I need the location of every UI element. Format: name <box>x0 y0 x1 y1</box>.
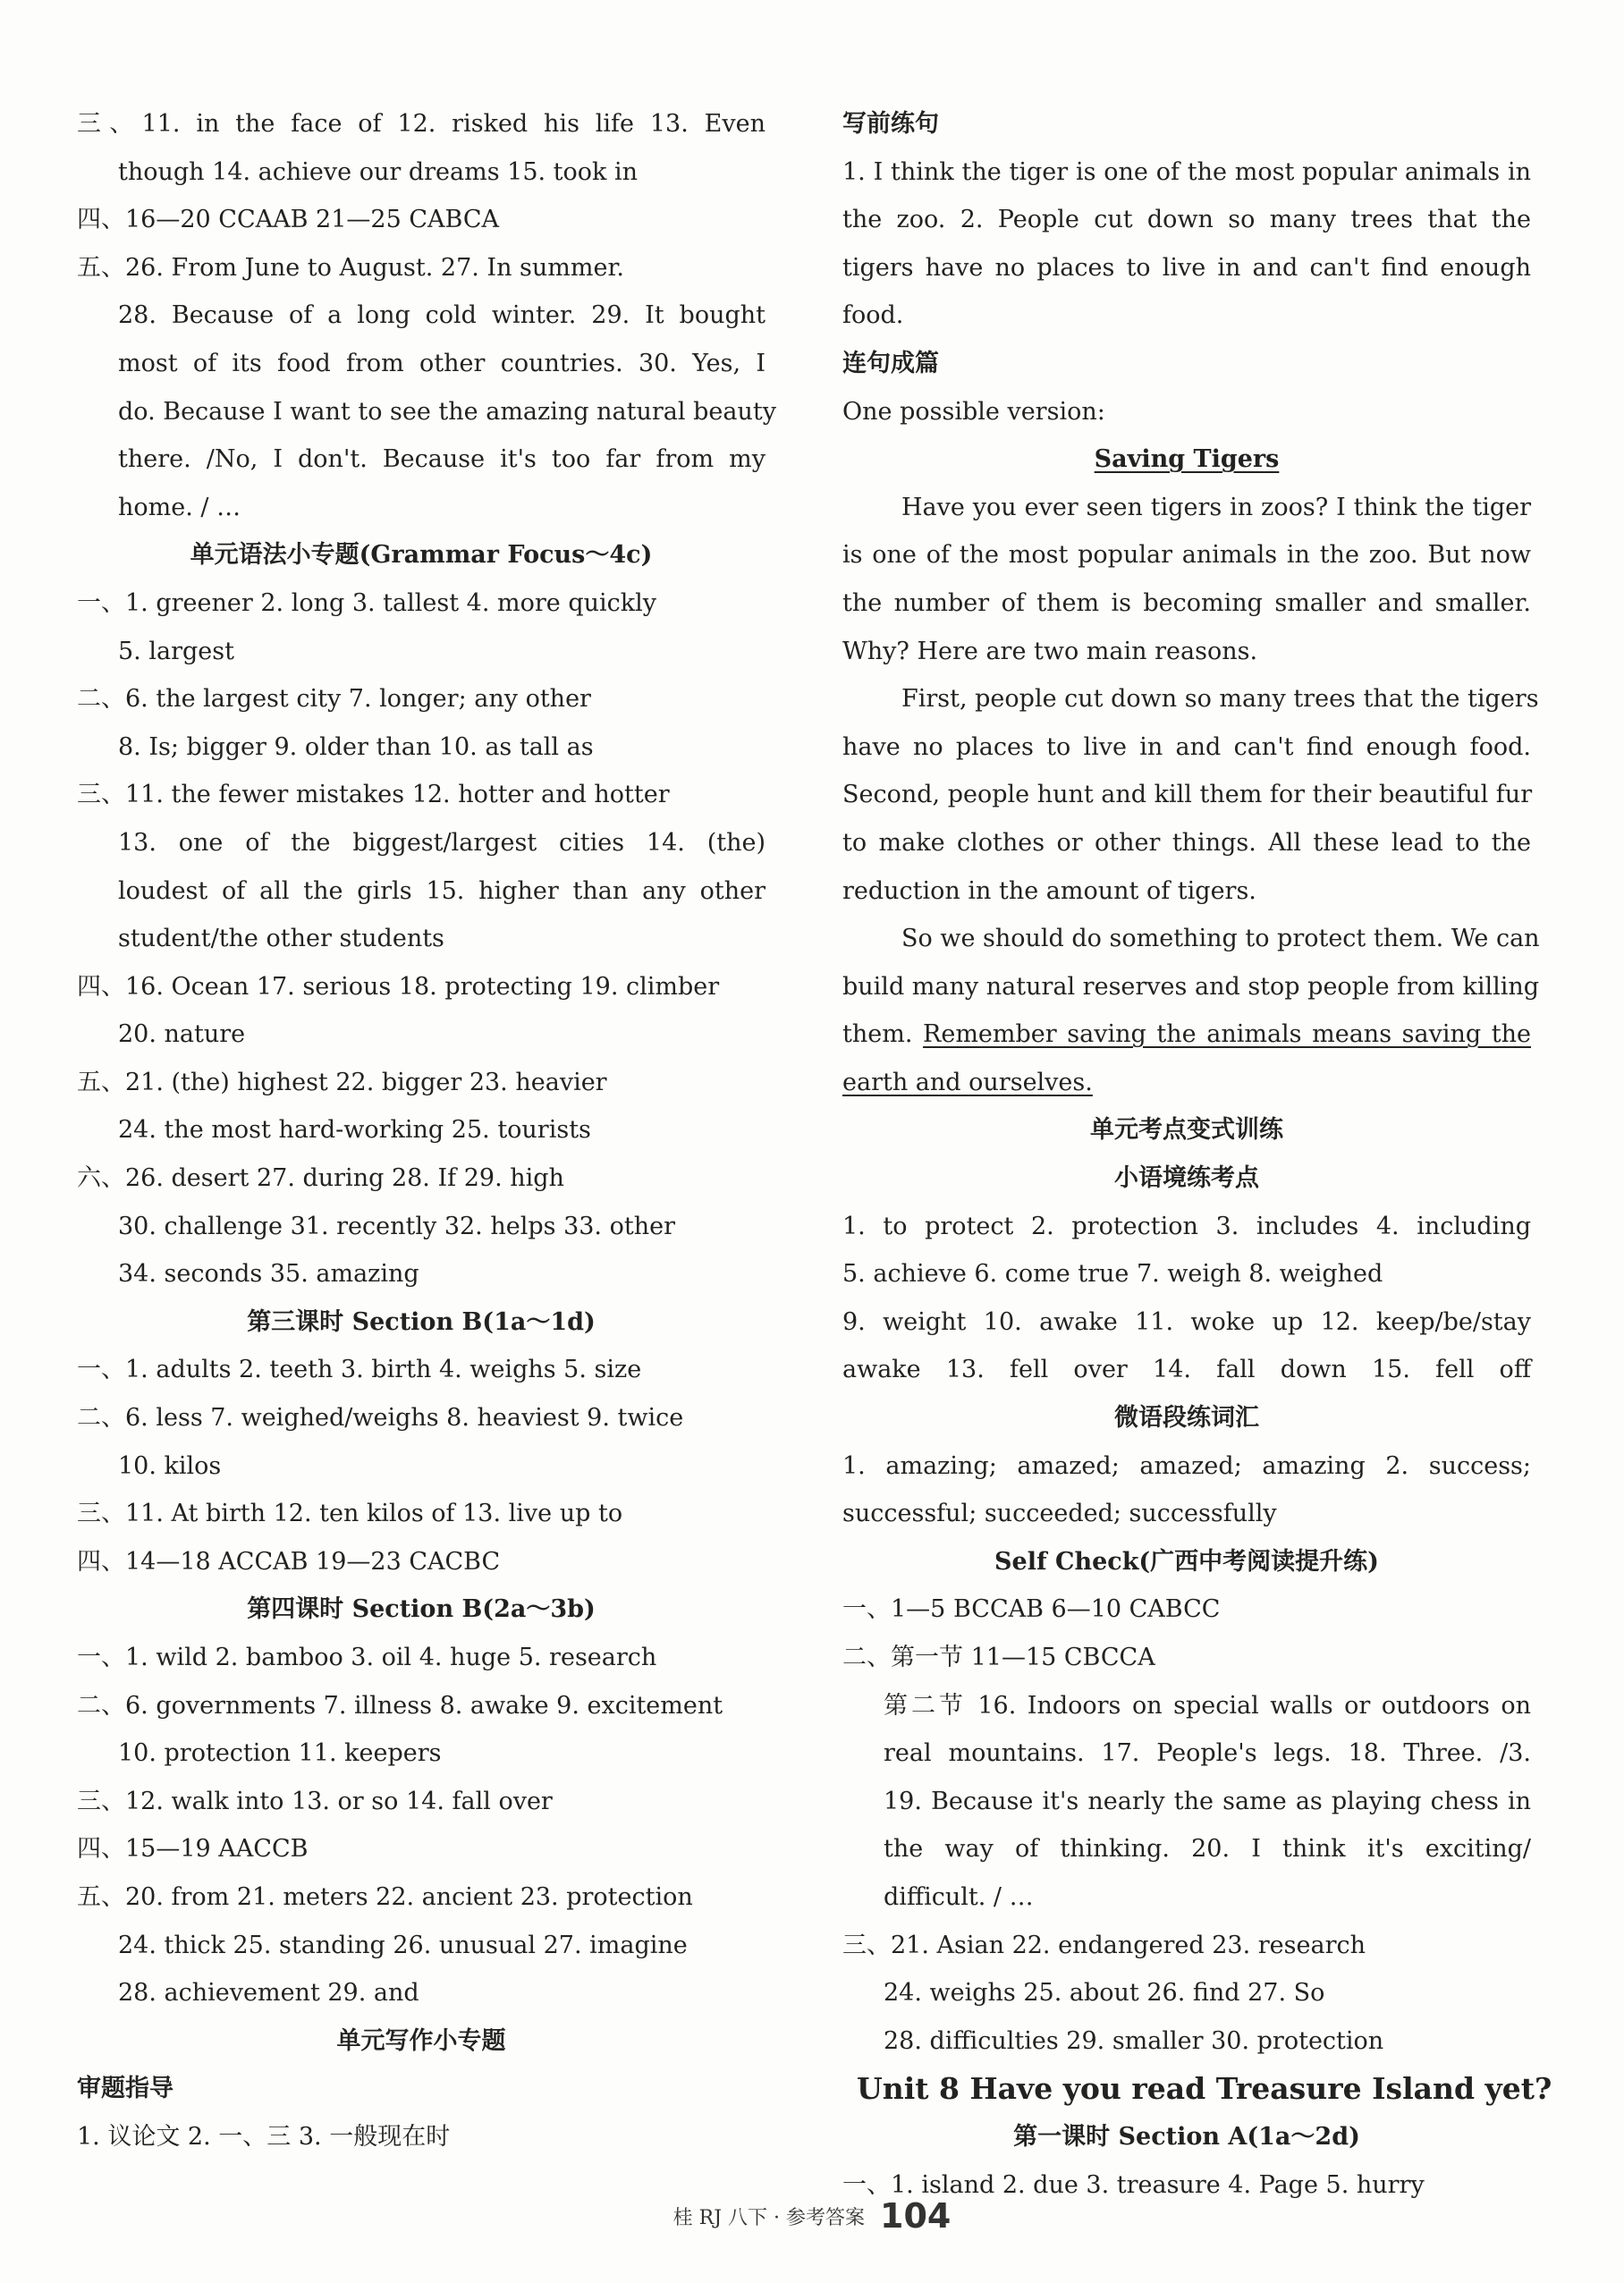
left-column-line: 10. kilos <box>118 1451 222 1480</box>
left-column <box>77 100 776 2161</box>
right-column-line: 单元考点变式训练 <box>1090 1116 1283 1145</box>
left-column-line: 28. achievement 29. and <box>118 1979 419 2008</box>
left-column-line: 四、16—20 CCAAB 21—25 CABCA <box>77 206 499 234</box>
left-column-line: 单元写作小专题 <box>336 2026 506 2055</box>
right-column-line: 28. difficulties 29. smaller 30. protection <box>884 2026 1384 2055</box>
right-column-line: One possible version: <box>842 397 1105 426</box>
left-column-line: home. / … <box>118 493 241 521</box>
left-column-line: 三、11. At birth 12. ten kilos of 13. live up to <box>77 1500 623 1528</box>
right-column-line: the way of thinking. 20. I think it's exciting/ <box>884 1835 1531 1864</box>
underlined-sentence: Remember saving the animals means saving the <box>923 1020 1531 1049</box>
left-column-line: 5. largest <box>118 637 234 665</box>
left-column-line: 三、11. in the face of 12. risked his life 13. Even <box>77 110 765 138</box>
right-column-line: First, people cut down so many trees that the tigers <box>901 685 1539 714</box>
right-column-line: 连句成篇 <box>842 349 939 377</box>
right-column-line: 三、21. Asian 22. endangered 23. research <box>842 1931 1366 1959</box>
left-column-line: though 14. achieve our dreams 15. took in <box>118 157 638 186</box>
left-column-line: 二、6. less 7. weighed/weighs 8. heaviest 9. twice <box>77 1404 684 1433</box>
right-column-line: 24. weighs 25. about 26. find 27. So <box>884 1979 1325 2008</box>
right-column-line: 一、1. island 2. due 3. treasure 4. Page 5. hurry <box>842 2170 1425 2199</box>
right-column-line: Saving Tigers <box>1094 445 1280 474</box>
right-column-line: 二、第一节 11—15 CBCCA <box>842 1644 1155 1671</box>
left-column-line: 13. one of the biggest/largest cities 14. (the) <box>118 828 765 857</box>
left-column-line: 三、11. the fewer mistakes 12. hotter and hotter <box>77 781 670 809</box>
footer-label: 桂 RJ 八下 · 参考答案 <box>672 2207 866 2229</box>
left-column-line: 8. Is; bigger 9. older than 10. as tall as <box>118 732 594 761</box>
left-column-line: student/the other students <box>118 925 444 953</box>
right-column-line: 19. Because it's nearly the same as playing chess in <box>884 1787 1531 1815</box>
left-column-line: there. /No, I don't. Because it's too far from my <box>118 445 765 474</box>
right-column-line: the zoo. 2. People cut down so many trees that the <box>842 206 1531 234</box>
left-column-line: 五、20. from 21. meters 22. ancient 23. protection <box>77 1882 693 1911</box>
left-column-line: 30. challenge 31. recently 32. helps 33. other <box>118 1212 675 1240</box>
right-column-line: successful; succeeded; successfully <box>842 1500 1277 1528</box>
left-column-line: 二、6. the largest city 7. longer; any other <box>77 685 591 714</box>
left-column-line: 四、16. Ocean 17. serious 18. protecting 19. climber <box>77 972 720 1001</box>
right-column-line: 9. weight 10. awake 11. woke up 12. keep/be/stay <box>842 1307 1531 1336</box>
left-column-line: loudest of all the girls 15. higher than any other <box>118 876 765 905</box>
left-column-line: 20. nature <box>118 1020 246 1049</box>
right-column-line: them. Remember saving the animals means saving the <box>842 1020 1531 1049</box>
right-column-line: difficult. / … <box>884 1882 1034 1911</box>
left-column-line: do. Because I want to see the amazing natural beauty <box>118 397 776 426</box>
left-column-line: 34. seconds 35. amazing <box>118 1260 419 1289</box>
left-column-line: 四、15—19 AACCB <box>77 1835 309 1864</box>
right-column-line: Why? Here are two main reasons. <box>842 637 1258 665</box>
right-column-line: to make clothes or other things. All these lead to the <box>842 828 1531 857</box>
right-column-line: 5. achieve 6. come true 7. weigh 8. weighed <box>842 1260 1383 1289</box>
left-column-line: 一、1. wild 2. bamboo 3. oil 4. huge 5. research <box>77 1644 657 1671</box>
left-column-line: 单元语法小专题(Grammar Focus～4c) <box>190 541 653 570</box>
left-column-line: 五、26. From June to August. 27. In summer. <box>77 253 624 282</box>
right-column-line: 第二节 16. Indoors on special walls or outdoors on <box>884 1691 1531 1720</box>
right-column-line: build many natural reserves and stop people from killing <box>842 972 1540 1001</box>
right-column-line: food. <box>842 301 904 330</box>
left-column-line: 第三课时 Section B(1a～1d) <box>247 1307 596 1336</box>
left-column-line: 四、14—18 ACCAB 19—23 CACBC <box>77 1547 501 1576</box>
left-column-line: 1. 议论文 2. 一、三 3. 一般现在时 <box>77 2122 451 2151</box>
right-column-line: is one of the most popular animals in the zoo. But now <box>842 541 1531 570</box>
right-column-line: 微语段练词汇 <box>1114 1404 1259 1433</box>
right-column-line: Self Check(广西中考阅读提升练) <box>994 1547 1379 1576</box>
page-footer <box>0 2196 1624 2236</box>
left-column-line: 一、1. greener 2. long 3. tallest 4. more quickly <box>77 588 657 617</box>
right-column-line: 小语境练考点 <box>1114 1164 1259 1193</box>
left-column-line: 28. Because of a long cold winter. 29. It bought <box>118 301 765 330</box>
right-column-line: reduction in the amount of tigers. <box>842 876 1256 905</box>
left-column-line: 第四课时 Section B(2a～3b) <box>247 1595 596 1624</box>
left-column-line: 三、12. walk into 13. or so 14. fall over <box>77 1787 553 1815</box>
right-column-line: the number of them is becoming smaller and smaller. <box>842 588 1531 617</box>
left-column-line: 一、1. adults 2. teeth 3. birth 4. weighs 5. size <box>77 1356 642 1384</box>
right-column-line: Second, people hunt and kill them for their beautiful fur <box>842 781 1533 809</box>
left-column-line: 审题指导 <box>77 2075 173 2103</box>
right-column-line: have no places to live in and can't find enough food. <box>842 732 1531 761</box>
left-column-line: 二、6. governments 7. illness 8. awake 9. excitement <box>77 1691 723 1720</box>
right-column-line: 1. I think the tiger is one of the most popular animals in <box>842 157 1531 186</box>
right-column-line: So we should do something to protect them. We can <box>901 925 1540 953</box>
left-column-line: 六、26. desert 27. during 28. If 29. high <box>77 1164 564 1193</box>
right-column-line: tigers have no places to live in and can't find enough <box>842 253 1531 282</box>
right-column-line: Have you ever seen tigers in zoos? I think the tiger <box>901 493 1531 521</box>
right-column-line: real mountains. 17. People's legs. 18. Three. /3. <box>884 1739 1531 1768</box>
right-column-line: 写前练句 <box>842 110 939 138</box>
right-column <box>842 100 1552 2209</box>
right-column-line: 一、1—5 BCCAB 6—10 CABCC <box>842 1595 1221 1624</box>
right-column-line: 第一课时 Section A(1a～2d) <box>1013 2122 1360 2151</box>
right-column-line: Unit 8 Have you read Treasure Island yet? <box>857 2071 1552 2107</box>
left-column-line: 24. thick 25. standing 26. unusual 27. imagine <box>118 1931 688 1959</box>
page-number: 104 <box>880 2196 952 2236</box>
left-column-line: 五、21. (the) highest 22. bigger 23. heavier <box>77 1068 607 1096</box>
right-column-line: earth and ourselves. <box>842 1068 1093 1096</box>
left-column-line: most of its food from other countries. 30. Yes, I <box>118 349 765 377</box>
left-column-line: 10. protection 11. keepers <box>118 1739 442 1768</box>
right-column-line: 1. amazing; amazed; amazed; amazing 2. success; <box>842 1451 1531 1480</box>
left-column-line: 24. the most hard-working 25. tourists <box>118 1116 591 1145</box>
right-column-line: 1. to protect 2. protection 3. includes 4. including <box>842 1212 1531 1240</box>
right-column-line: awake 13. fell over 14. fall down 15. fell off <box>842 1356 1531 1384</box>
